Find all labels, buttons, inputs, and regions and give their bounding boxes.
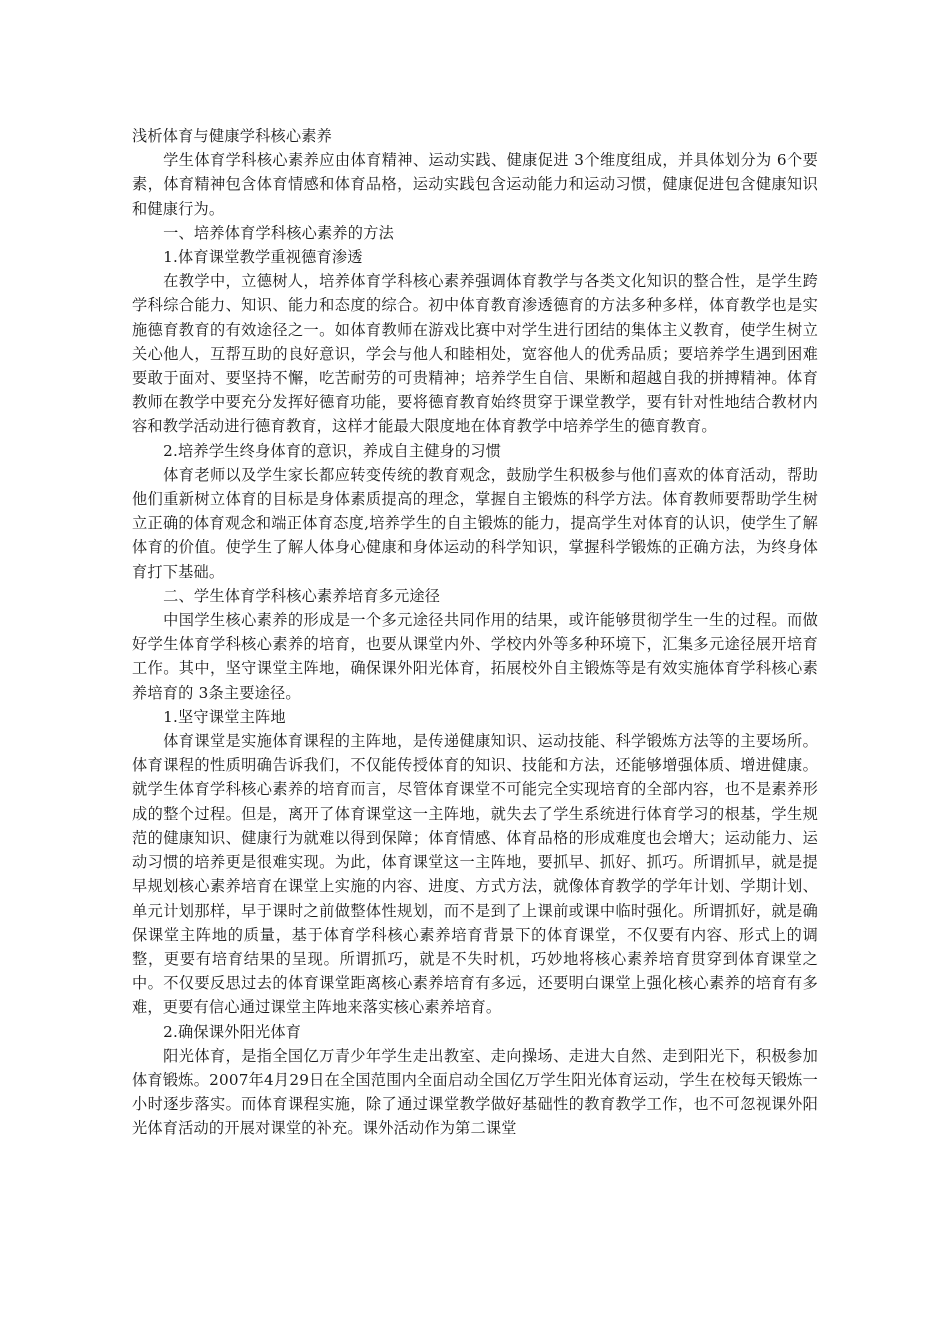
subsection-heading-2-2: 2.确保课外阳光体育 [163, 1022, 302, 1041]
body-paragraph: 阳光体育，是指全国亿万青少年学生走出教室、走向操场、走进大自然、走到阳光下，积极参加体育锻炼。2007年4月29日在全国范围内全面启动全国亿万学生阳光体育运动，学生在校每天锻炼一小时逐步落实。而体育课程实施，除了通过课堂教学做好基础性的教育教学工作，也不可忽视课外阳光体育活动的开展对课堂的补充。课外活动作为第二课堂 [132, 1046, 818, 1138]
document-title: 浅析体育与健康学科核心素养 [132, 127, 333, 145]
document-page [132, 124, 818, 1141]
subsection-heading-2-1: 1.坚守课堂主阵地 [163, 707, 286, 726]
body-paragraph: 体育课堂是实施体育课程的主阵地，是传递健康知识、运动技能、科学锻炼方法等的主要场所。体育课程的性质明确告诉我们，不仅能传授体育的知识、技能和方法，还能够增强体质、增进健康。就学生体育学科核心素养的培育而言，尽管体育课堂不可能完全实现培育的全部内容，也不是素养形成的整个过程。但是，离开了体育课堂这一主阵地，就失去了学生系统进行体育学习的根基，学生规范的健康知识、健康行为就难以得到保障；体育情感、体育品格的形成难度也会增大；运动能力、运动习惯的培养更是很难实现。为此，体育课堂这一主阵地，要抓早、抓好、抓巧。所谓抓早，就是提早规划核心素养培育在课堂上实施的内容、进度、方式方法，就像体育教学的学年计划、学期计划、单元计划那样，早于课时之前做整体性规划，而不是到了上课前或课中临时强化。所谓抓好，就是确保课堂主阵地的质量，基于体育学科核心素养培育背景下的体育课堂，不仅要有内容、形式上的调整，更要有培育结果的呈现。所谓抓巧，就是不失时机，巧妙地将核心素养培育贯穿到体育课堂之中。不仅要反思过去的体育课堂距离核心素养培育有多远，还要明白课堂上强化核心素养的培育有多难，更要有信心通过课堂主阵地来落实核心素养培育。 [132, 732, 818, 1017]
body-paragraph: 在教学中，立德树人，培养体育学科核心素养强调体育教学与各类文化知识的整合性，是学生跨学科综合能力、知识、能力和态度的综合。初中体育教育渗透德育的方法多种多样，体育教学也是实施德育教育的有效途径之一。如体育教师在游戏比赛中对学生进行团结的集体主义教育，使学生树立关心他人，互帮互助的良好意识，学会与他人和睦相处，宽容他人的优秀品质；要培养学生遇到困难要敢于面对、要坚持不懈，吃苦耐劳的可贵精神；培养学生自信、果断和超越自我的拼搏精神。体育教师在教学中要充分发挥好德育功能，要将德育教育始终贯穿于课堂教学，要有针对性地结合教材内容和教学活动进行德育教育，这样才能最大限度地在体育教学中培养学生的德育教育。 [132, 272, 818, 436]
subsection-heading-1-1: 1.体育课堂教学重视德育渗透 [163, 248, 363, 267]
section-heading-2: 二、学生体育学科核心素养培育多元途径 [163, 586, 441, 605]
section-heading-1: 一、培养体育学科核心素养的方法 [163, 223, 394, 242]
subsection-heading-1-2: 2.培养学生终身体育的意识，养成自主健身的习惯 [163, 441, 502, 460]
body-paragraph: 体育老师以及学生家长都应转变传统的教育观念，鼓励学生积极参与他们喜欢的体育活动，帮助他们重新树立体育的目标是身体素质提高的理念，掌握自主锻炼的科学方法。体育教师要帮助学生树立正确的体育观念和端正体育态度,培养学生的自主锻炼的能力，提高学生对体育的认识，使学生了解体育的价值。使学生了解人体身心健康和身体运动的科学知识，掌握科学锻炼的正确方法，为终身体育打下基础。 [132, 465, 818, 581]
body-paragraph: 中国学生核心素养的形成是一个多元途径共同作用的结果，或许能够贯彻学生一生的过程。而做好学生体育学科核心素养的培育，也要从课堂内外、学校内外等多种环境下，汇集多元途径展开培育工作。其中，坚守课堂主阵地，确保课外阳光体育，拓展校外自主锻炼等是有效实施体育学科核心素养培育的 3条主要途径。 [132, 611, 818, 702]
intro-paragraph: 学生体育学科核心素养应由体育精神、运动实践、健康促进 3个维度组成，并具体划分为 6个要素，体育精神包含体育情感和体育品格，运动实践包含运动能力和运动习惯，健康促进包含健康知识和健康行为。 [132, 151, 818, 218]
